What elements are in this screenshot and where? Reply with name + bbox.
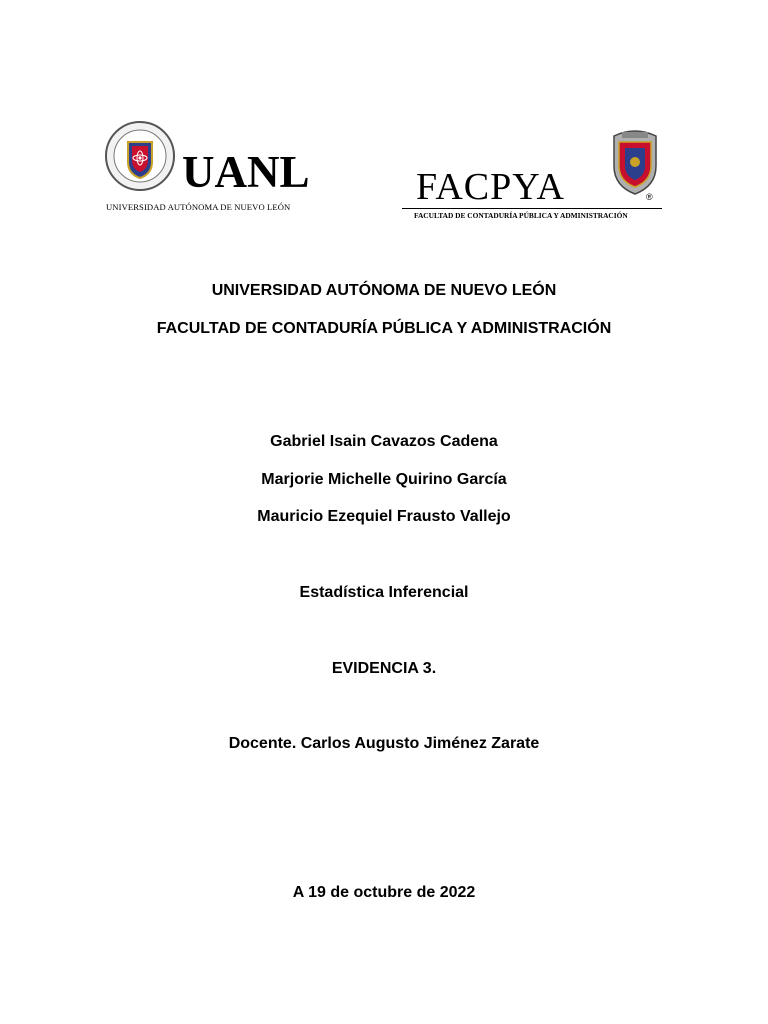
registered-mark: ® [646, 192, 653, 202]
course-name: Estadística Inferencial [299, 584, 469, 601]
uanl-wordmark: UANL [182, 147, 310, 197]
faculty-title: FACULTAD DE CONTADURÍA PÚBLICA Y ADMINISTRACIÓN [156, 320, 612, 337]
teacher-name: Docente. Carlos Augusto Jiménez Zarate [228, 735, 540, 752]
uanl-subtitle: UNIVERSIDAD AUTÓNOMA DE NUEVO LEÓN [106, 202, 291, 212]
facpya-logo [402, 126, 664, 226]
uanl-logo [104, 120, 314, 216]
document-date: A 19 de octubre de 2022 [292, 884, 476, 901]
uanl-crest-icon [104, 120, 176, 192]
facpya-divider [402, 208, 662, 209]
facpya-crest-icon [608, 126, 662, 196]
assignment-title: EVIDENCIA 3. [331, 660, 437, 677]
facpya-subtitle: FACULTAD DE CONTADURÍA PÚBLICA Y ADMINISTRACIÓN [414, 211, 628, 220]
author-name: Gabriel Isain Cavazos Cadena [270, 433, 498, 450]
author-name: Mauricio Ezequiel Frausto Vallejo [257, 508, 511, 525]
facpya-wordmark: FACPYA [416, 166, 565, 208]
author-name: Marjorie Michelle Quirino García [261, 471, 507, 488]
university-title: UNIVERSIDAD AUTÓNOMA DE NUEVO LEÓN [211, 282, 557, 299]
